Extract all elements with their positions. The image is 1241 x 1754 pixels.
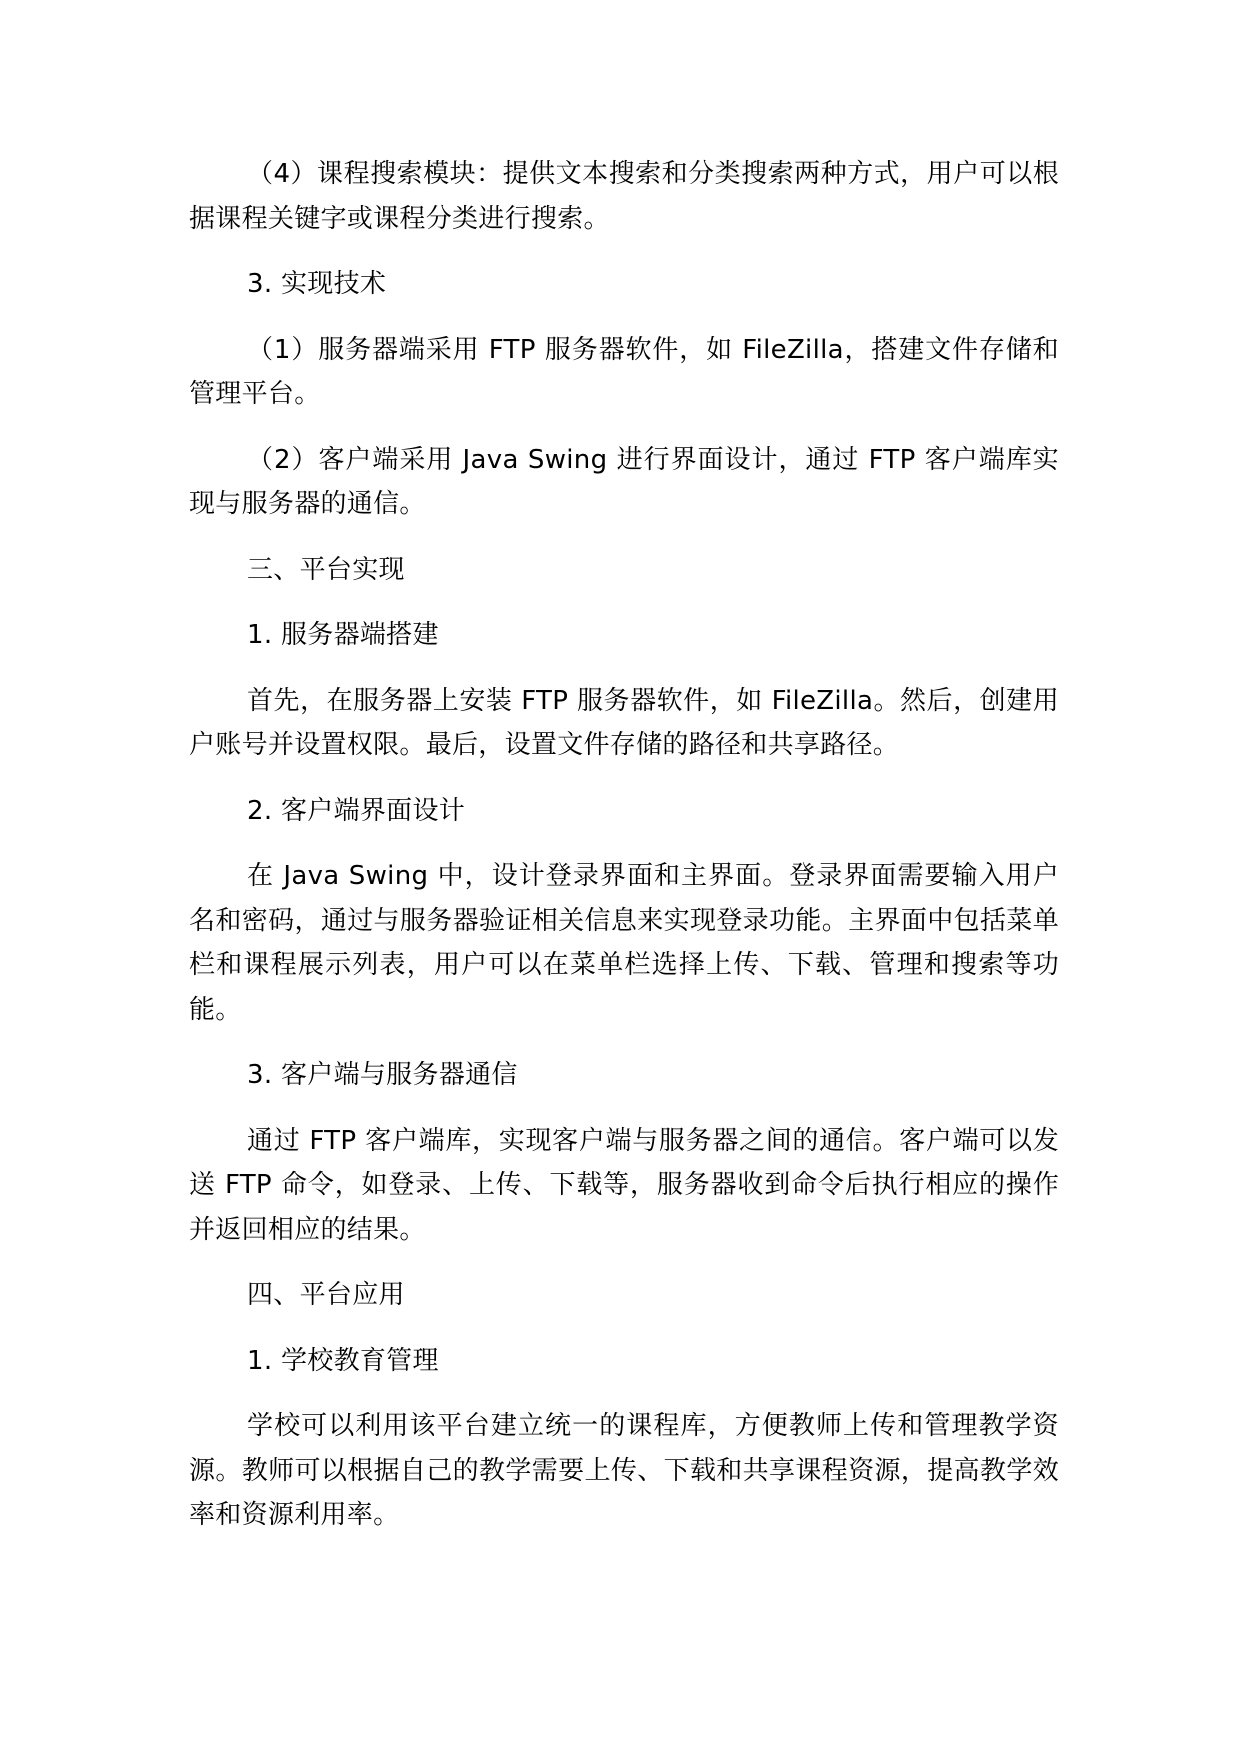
paragraph-client-server-communication: 通过 FTP 客户端库，实现客户端与服务器之间的通信。客户端可以发送 FTP 命令，如登录、上传、下载等，服务器收到命令后执行相应的操作并返回相应的结果。 [189, 1125, 1059, 1245]
heading-implementation-tech: 3. 实现技术 [247, 269, 387, 299]
heading-client-ui-design: 2. 客户端界面设计 [247, 795, 466, 826]
paragraph-school-education: 学校可以利用该平台建立统一的课程库，方便教师上传和管理教学资源。教师可以根据自己的教学需要上传、下载和共享课程资源，提高教学效率和资源利用率。 [189, 1411, 1059, 1530]
heading-client-server-communication: 3. 客户端与服务器通信 [247, 1060, 518, 1090]
paragraph-client-swing: （2）客户端采用 Java Swing 进行界面设计，通过 FTP 客户端库实现与服务器的通信。 [189, 444, 1059, 519]
heading-platform-implementation: 三、平台实现 [247, 554, 405, 585]
paragraph-server-ftp: （1）服务器端采用 FTP 服务器软件，如 FileZilla，搭建文件存储和管理平台。 [189, 334, 1059, 409]
heading-server-setup: 1. 服务器端搭建 [247, 620, 439, 650]
paragraph-search-module: （4）课程搜索模块：提供文本搜索和分类搜索两种方式，用户可以根据课程关键字或课程分类进行搜索。 [189, 159, 1059, 234]
paragraph-server-setup: 首先，在服务器上安装 FTP 服务器软件，如 FileZilla。然后，创建用户账号并设置权限。最后，设置文件存储的路径和共享路径。 [189, 685, 1059, 760]
heading-platform-application: 四、平台应用 [247, 1280, 405, 1310]
paragraph-client-ui-design: 在 Java Swing 中，设计登录界面和主界面。登录界面需要输入用户名和密码，通过与服务器验证相关信息来实现登录功能。主界面中包括菜单栏和课程展示列表，用户可以在菜单栏选择上传、下载、管理和搜索等功能。 [189, 861, 1059, 1025]
heading-school-education: 1. 学校教育管理 [247, 1345, 439, 1376]
document-body [189, 152, 1059, 1559]
